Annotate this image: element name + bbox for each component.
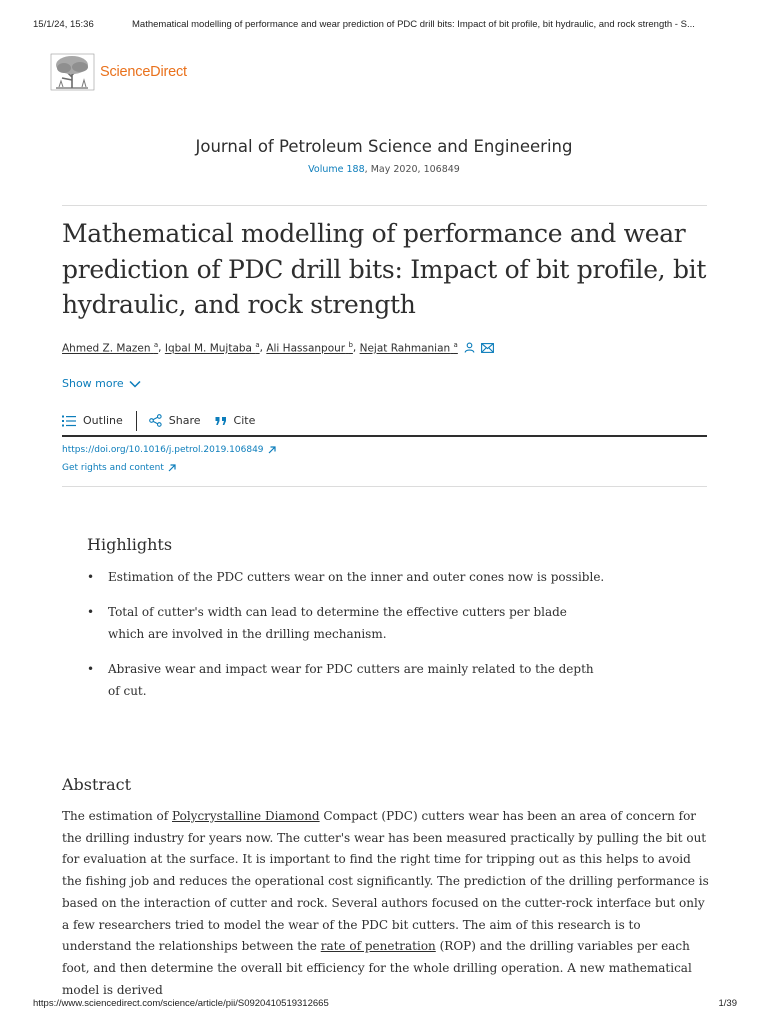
quote-icon (215, 416, 227, 426)
rights-link[interactable] (62, 463, 176, 473)
cite-button[interactable] (215, 414, 256, 427)
rights-text: Get rights and content (62, 463, 164, 473)
author-name: Ahmed Z. Mazen (62, 342, 151, 355)
highlight-item (87, 566, 607, 589)
abstract-text (62, 806, 712, 1001)
author-affiliation: a (153, 341, 159, 349)
highlight-line: which are involved in the drilling mechanism. (108, 627, 387, 641)
brand-name: ScienceDirect (100, 64, 187, 80)
external-arrow-icon (268, 446, 276, 454)
issue-info (0, 164, 768, 175)
author-name: Nejat Rahmanian (359, 342, 451, 355)
author-separator: , (259, 341, 267, 354)
doi-link[interactable] (62, 445, 276, 455)
print-footer (33, 998, 737, 1009)
author-separator: , (158, 341, 165, 354)
author-link[interactable] (165, 341, 260, 355)
highlight-item (87, 658, 607, 703)
bullet: • (87, 570, 95, 584)
author-affiliation: b (348, 341, 353, 349)
author-link[interactable] (360, 341, 458, 355)
article-toolbar (62, 406, 707, 437)
meta-divider (62, 486, 707, 487)
highlight-line: Abrasive wear and impact wear for PDC cutters are mainly related to the depth (108, 661, 594, 676)
author-affiliation: a (255, 341, 260, 349)
print-timestamp: 15/1/24, 15:36 (33, 19, 94, 30)
bullet: • (87, 604, 95, 619)
journal-title[interactable]: Journal of Petroleum Science and Engineering (195, 137, 573, 156)
chevron-down-icon (129, 380, 141, 388)
show-more-label: Show more (62, 377, 124, 390)
volume-link[interactable]: Volume 188 (308, 164, 365, 175)
abstract-run: The estimation of (62, 809, 173, 823)
abstract-run: (ROP) and the drilling variables per each foot, and then determine the overall bit efficiency for the whole drilling operation. A new mathematical model is derived (62, 939, 692, 997)
topic-link[interactable]: Polycrystalline Diamond (172, 809, 320, 823)
external-arrow-icon (168, 464, 176, 472)
bullet: • (87, 661, 95, 676)
highlight-line: Estimation of the PDC cutters wear on the inner and outer cones now is possible. (108, 570, 605, 584)
article-title: Mathematical modelling of performance and wear prediction of PDC drill bits: Impact of bit profile, bit hydraulic, and rock strength (62, 219, 707, 319)
author-list (62, 341, 494, 355)
author-affiliation: a (453, 341, 458, 349)
topic-link[interactable]: rate of penetration (320, 939, 436, 954)
author-link[interactable] (62, 341, 158, 355)
share-icon (149, 414, 162, 427)
highlight-line: of cut. (108, 684, 147, 698)
highlight-item (87, 601, 607, 646)
cite-label: Cite (233, 414, 256, 427)
envelope-icon[interactable] (481, 343, 494, 353)
elsevier-tree-logo (50, 53, 95, 91)
person-icon[interactable] (464, 342, 475, 353)
share-button[interactable] (149, 414, 201, 427)
toolbar-divider (136, 411, 137, 431)
highlights-heading: Highlights (87, 535, 173, 554)
print-page-title: Mathematical modelling of performance and wear prediction of PDC drill bits: Impact of bit profile, bit hydraulic, and rock strength - S... (132, 19, 695, 30)
abstract-heading: Abstract (62, 775, 132, 794)
outline-label: Outline (83, 414, 123, 427)
author-link[interactable] (266, 341, 353, 355)
sciencedirect-logo[interactable] (50, 53, 187, 91)
doi-text: https://doi.org/10.1016/j.petrol.2019.106849 (62, 445, 264, 455)
author-separator: , (352, 341, 360, 354)
author-name: Ali Hassanpour (266, 342, 346, 355)
list-icon (62, 415, 76, 427)
outline-button[interactable] (62, 414, 123, 427)
issue-date: , May 2020, 106849 (364, 164, 460, 175)
abstract-run: Compact (PDC) cutters wear has been an area of concern for the drilling industry for years now. The cutter's wear has been measured practically by pulling the bit out for evaluation at the surface. It is important to find the right time for tripping out as this helps to avoid the fishing job and reduces the operational cost significantly. The prediction of the drilling performance is based on the interaction of cutter and rock. Several authors focused on the cutter-rock interface but only a few researchers tried to model the wear of the PDC bit cutters. The aim of this research is to understand the relationships between the (62, 809, 709, 954)
header-divider (62, 205, 707, 206)
author-name: Iqbal M. Mujtaba (164, 342, 252, 355)
share-label: Share (168, 414, 201, 427)
highlight-line: Total of cutter's width can lead to determine the effective cutters per blade (108, 604, 567, 619)
print-page-number: 1/39 (718, 998, 737, 1009)
print-url: https://www.sciencedirect.com/science/article/pii/S0920410519312665 (33, 998, 329, 1009)
print-header (33, 19, 748, 30)
show-more-button[interactable] (62, 377, 141, 390)
highlights-list (87, 566, 607, 715)
